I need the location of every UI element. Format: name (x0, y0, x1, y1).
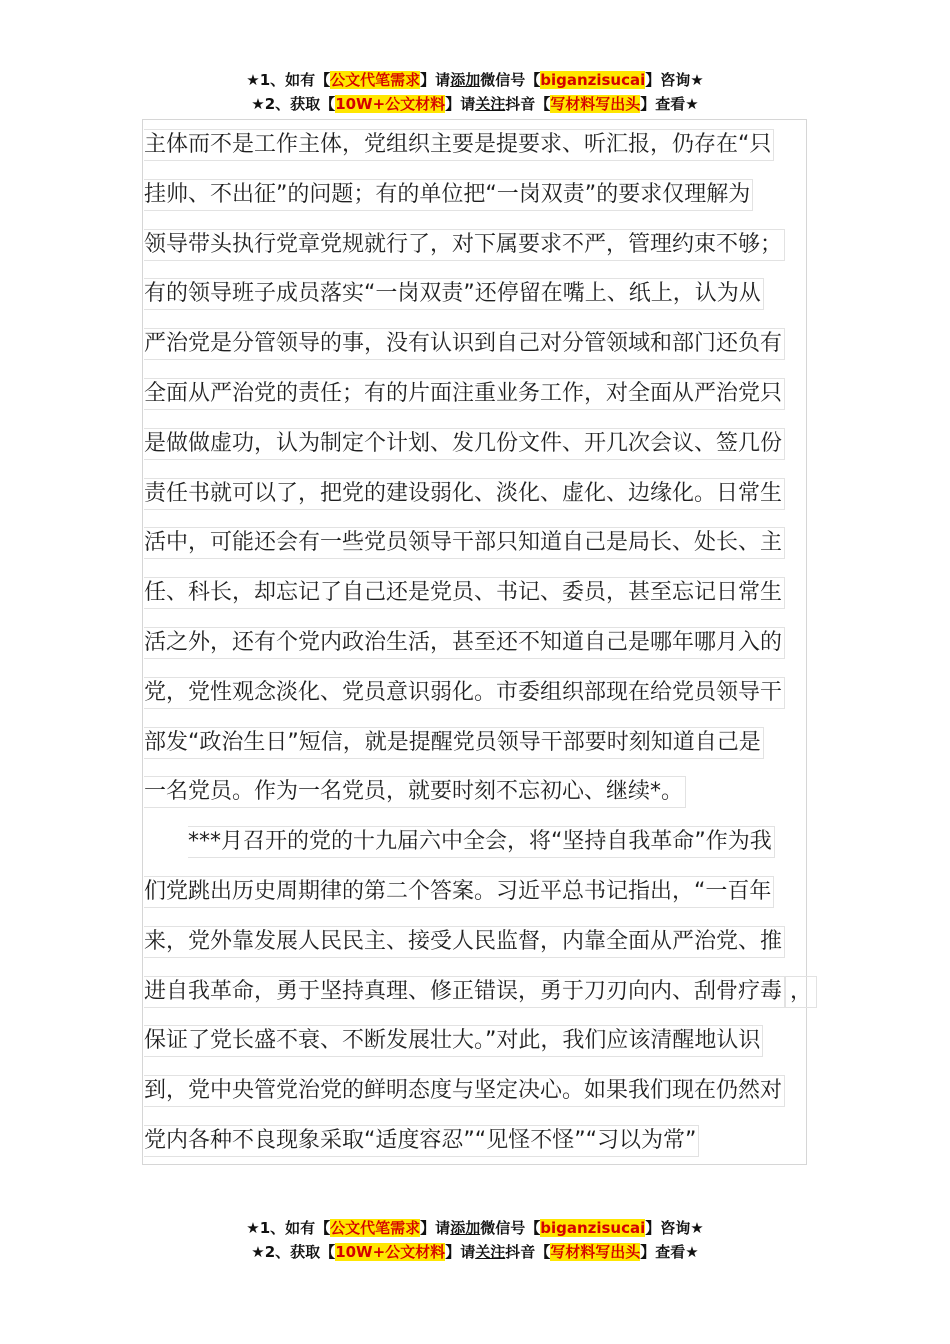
text-line: 是做做虚功，认为制定个计划、发几份文件、开几次会议、签几份 (144, 419, 824, 469)
highlight-wechat-id: biganzisucai (540, 71, 646, 89)
text-line: 进自我革命，勇于坚持真理、修正错误，勇于刀刃向内、刮骨疗毒 ， (144, 967, 824, 1017)
text-line: 领导带头执行党章党规就行了，对下属要求不严，管理约束不够； (144, 220, 824, 270)
highlight-materials: 10W+公文材料 (335, 95, 446, 113)
highlight-service: 公文代笔需求 (330, 71, 421, 89)
highlight-douyin: 写材料写出头 (550, 95, 641, 113)
text-line: 到，党中央管党治党的鲜明态度与坚定决心。如果我们现在仍然对 (144, 1066, 824, 1116)
text-line: 任、科长，却忘记了自己还是党员、书记、委员，甚至忘记日常生 (144, 568, 824, 618)
highlight-wechat-id: biganzisucai (540, 1219, 646, 1237)
overflow-punctuation: ， (785, 976, 817, 1008)
text-line: 有的领导班子成员落实“一岗双责”还停留在嘴上、纸上，认为从 (144, 269, 824, 319)
text-line: 党，党性观念淡化、党员意识弱化。市委组织部现在给党员领导干 (144, 668, 824, 718)
highlight-materials: 10W+公文材料 (335, 1243, 446, 1261)
highlight-service: 公文代笔需求 (330, 1219, 421, 1237)
promo-banner-top (0, 68, 950, 116)
promo-line-2: ★2、获取【10W+公文材料】请关注抖音【写材料写出头】查看★ (251, 95, 699, 113)
text-line: 保证了党长盛不衰、不断发展壮大。”对此，我们应该清醒地认识 (144, 1016, 824, 1066)
paragraph-start-line: ***月召开的党的十九届六中全会，将“坚持自我革命”作为我 (144, 817, 824, 867)
promo-banner-bottom (0, 1216, 950, 1264)
text-line: 全面从严治党的责任；有的片面注重业务工作，对全面从严治党只 (144, 369, 824, 419)
text-line: 部发“政治生日”短信，就是提醒党员领导干部要时刻知道自己是 (144, 718, 824, 768)
promo-line-1: ★1、如有【公文代笔需求】请添加微信号【biganzisucai】咨询★ (246, 71, 704, 89)
promo-line-1: ★1、如有【公文代笔需求】请添加微信号【biganzisucai】咨询★ (246, 1219, 704, 1237)
text-line: 活中，可能还会有一些党员领导干部只知道自己是局长、处长、主 (144, 518, 824, 568)
text-line: 来，党外靠发展人民民主、接受人民监督，内靠全面从严治党、推 (144, 917, 824, 967)
text-line: 主体而不是工作主体，党组织主要是提要求、听汇报，仍存在“只 (144, 120, 824, 170)
text-line: 责任书就可以了，把党的建设弱化、淡化、虚化、边缘化。日常生 (144, 469, 824, 519)
highlight-douyin: 写材料写出头 (550, 1243, 641, 1261)
text-line: 们党跳出历史周期律的第二个答案。习近平总书记指出，“一百年 (144, 867, 824, 917)
text-line: 严治党是分管领导的事，没有认识到自己对分管领域和部门还负有 (144, 319, 824, 369)
text-line: 一名党员。作为一名党员，就要时刻不忘初心、继续*。 (144, 767, 824, 817)
text-line: 挂帅、不出征”的问题；有的单位把“一岗双责”的要求仅理解为 (144, 170, 824, 220)
text-line: 党内各种不良现象采取“适度容忍”“见怪不怪”“习以为常” (144, 1116, 824, 1166)
document-body (144, 120, 824, 1166)
text-line: 活之外，还有个党内政治生活，甚至还不知道自己是哪年哪月入的 (144, 618, 824, 668)
promo-line-2: ★2、获取【10W+公文材料】请关注抖音【写材料写出头】查看★ (251, 1243, 699, 1261)
